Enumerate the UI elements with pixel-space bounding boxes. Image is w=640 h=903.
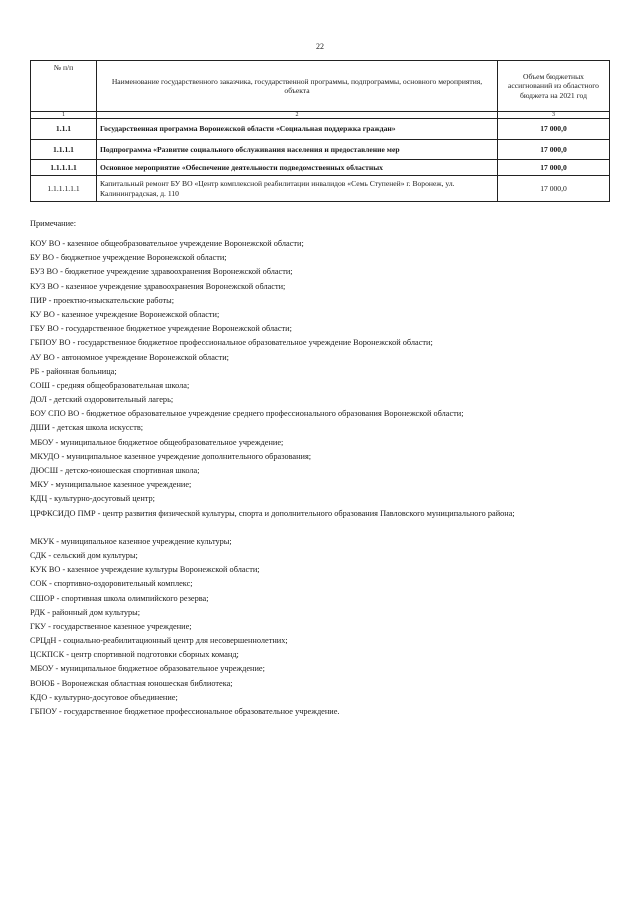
abbreviation-item: ДШИ - детская школа искусств; [30,423,144,433]
page-number: 22 [316,42,324,51]
abbreviation-item: ДОЛ - детский оздоровительный лагерь; [30,395,174,405]
row-value: 17 000,0 [498,176,610,202]
table-header-row [31,61,610,112]
abbreviation-item: МКУ - муниципальное казенное учреждение; [30,480,192,490]
abbreviation-item: ПИР - проектно-изыскательские работы; [30,295,175,305]
abbreviation-item: РДК - районный дом культуры; [30,607,141,617]
row-name: Государственная программа Воронежской области «Социальная поддержка граждан» [97,119,498,140]
abbreviation-item: КУ ВО - казенное учреждение Воронежской области; [30,309,220,319]
abbreviation-item: МКУК - муниципальное казенное учреждение культуры; [30,536,232,546]
budget-table [30,60,610,202]
abbreviation-item: БУ ВО - бюджетное учреждение Воронежской области; [30,253,227,263]
header-name: Наименование государственного заказчика, государственной программы, подпрограммы, основного мероприятия, объекта [97,61,498,112]
header-volume: Объем бюджетных ассигнований из областного бюджета на 2021 год [498,61,610,112]
row-num: 1.1.1 [31,119,97,140]
table-row [31,176,610,202]
abbreviation-item: ЦСКПСК - центр спортивной подготовки сборных команд; [30,650,239,660]
abbreviation-item: КОУ ВО - казенное общеобразовательное учреждение Воронежской области; [30,239,304,248]
abbreviation-item: СДК - сельский дом культуры; [30,550,138,560]
abbreviation-item: СОШ - средняя общеобразовательная школа; [30,380,190,390]
abbreviation-item: СРЦдН - социально-реабилитационный центр для несовершеннолетних; [30,636,288,646]
abbreviation-item: ГБПОУ ВО - государственное бюджетное профессиональное образовательное учреждение Воронежской области; [30,338,433,348]
abbreviation-list [30,237,620,719]
column-number: 1 [31,112,97,119]
header-num: № п/п [31,61,97,112]
abbreviation-item: КУЗ ВО - казенное учреждение здравоохранения Воронежской области; [30,281,286,291]
abbreviation-item: МБОУ - муниципальное бюджетное образовательное учреждение; [30,664,265,674]
abbreviation-item: ГКУ - государственное казенное учреждение; [30,621,192,631]
abbreviation-item: СОК - спортивно-оздоровительный комплекс; [30,579,193,589]
table-row [31,119,610,140]
notes-title: Примечание: [30,219,77,228]
column-number: 3 [498,112,610,119]
row-num: 1.1.1.1.1.1 [31,176,97,202]
row-value: 17 000,0 [498,119,610,140]
table-row [31,160,610,176]
row-value: 17 000,0 [498,160,610,176]
abbreviation-item: ДЮСШ - детско-юношеская спортивная школа; [30,466,200,475]
row-name: Капитальный ремонт БУ ВО «Центр комплексной реабилитации инвалидов «Семь Ступеней» г. Воронеж, ул. Калининградская, д. 110 [97,176,498,202]
abbreviation-item: БОУ СПО ВО - бюджетное образовательное учреждение среднего профессионального образования Воронежской области; [30,409,464,419]
abbreviation-item: РБ - районная больница; [30,366,117,376]
abbreviation-item: КДЦ - культурно-досуговый центр; [30,494,155,504]
abbreviation-item: КУК ВО - казенное учреждение культуры Воронежской области; [30,565,260,575]
row-name: Подпрограмма «Развитие социального обслуживания населения и предоставление мер [97,140,498,160]
row-num: 1.1.1.1 [31,140,97,160]
column-number: 2 [97,112,498,119]
abbreviation-item: ЦРФКСИДО ПМР - центр развития физической культуры, спорта и дополнительного образования Павловского муниципального района; [30,508,515,518]
row-num: 1.1.1.1.1 [31,160,97,176]
abbreviation-item: АУ ВО - автономное учреждение Воронежской области; [30,352,229,362]
column-numbers-row [31,112,610,119]
abbreviation-item: КДО - культурно-досуговое объединение; [30,692,178,702]
abbreviation-item: ГБУ ВО - государственное бюджетное учреждение Воронежской области; [30,324,292,334]
abbreviation-item: МКУДО - муниципальное казенное учреждение дополнительного образования; [30,451,312,461]
row-value: 17 000,0 [498,140,610,160]
abbreviation-item: ГБПОУ - государственное бюджетное профессиональное образовательное учреждение. [30,707,340,716]
abbreviation-item: БУЗ ВО - бюджетное учреждение здравоохранения Воронежской области; [30,267,293,277]
abbreviation-item: СШОР - спортивная школа олимпийского резерва; [30,593,209,603]
abbreviation-item: МБОУ - муниципальное бюджетное общеобразовательное учреждение; [30,437,284,447]
row-name: Основное мероприятие «Обеспечение деятельности подведомственных областных [97,160,498,176]
abbreviation-item: ВОЮБ - Воронежская областная юношеская библиотека; [30,678,233,688]
table-row [31,140,610,160]
